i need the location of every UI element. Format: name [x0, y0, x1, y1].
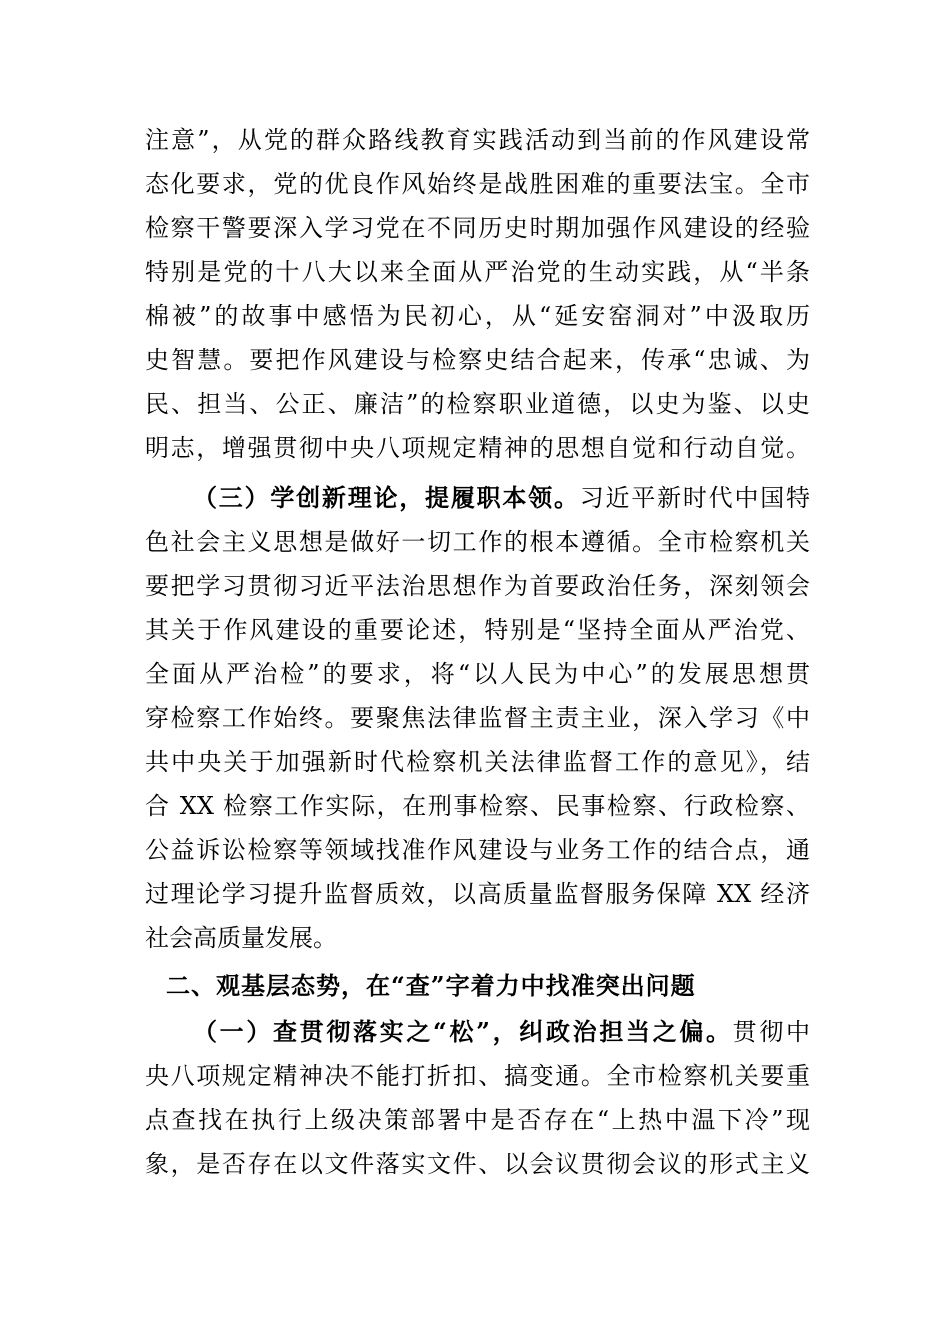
text-line: 史智慧。要把作风建设与检察史结合起来，传承“忠诚、为: [145, 346, 810, 374]
text-line: 全面从严治检”的要求，将“以人民为中心”的发展思想贯: [145, 660, 810, 688]
text-line: 其关于作风建设的重要论述，特别是“坚持全面从严治党、: [145, 616, 810, 644]
section-lead-rest: 习近平新时代中国特: [579, 484, 811, 512]
text-line: 态化要求，党的优良作风始终是战胜困难的重要法宝。全市: [145, 170, 810, 198]
paragraph-first-line: [193, 1012, 810, 1052]
text-line: 检察干警要深入学习党在不同历史时期加强作风建设的经验: [145, 214, 810, 242]
text-line: 共中央关于加强新时代检察机关法律监督工作的意见》，结: [145, 748, 810, 776]
text-line: 注意”，从党的群众路线教育实践活动到当前的作风建设常: [145, 126, 810, 154]
text-line: 社会高质量发展。: [145, 924, 337, 952]
section-lead: （一）查贯彻落实之“松”，纠政治担当之偏。: [193, 1017, 733, 1046]
text-line: 要把学习贯彻习近平法治思想作为首要政治任务，深刻领会: [145, 572, 810, 600]
text-line: 央八项规定精神决不能打折扣、搞变通。全市检察机关要重: [145, 1062, 810, 1090]
section-lead: （三）学创新理论，提履职本领。: [193, 483, 580, 512]
text-line: 明志，增强贯彻中央八项规定精神的思想自觉和行动自觉。: [145, 434, 810, 462]
text-line: 点查找在执行上级决策部署中是否存在“上热中温下冷”现: [145, 1106, 810, 1134]
text-line: 公益诉讼检察等领域找准作风建设与业务工作的结合点，通: [145, 836, 810, 864]
text-line: 色社会主义思想是做好一切工作的根本遵循。全市检察机关: [145, 528, 810, 556]
paragraph-first-line: [193, 478, 810, 518]
text-line: 棉被”的故事中感悟为民初心，从“延安窑洞对”中汲取历: [145, 302, 810, 330]
section-lead-rest: 贯彻中: [732, 1018, 811, 1046]
text-line: 过理论学习提升监督质效，以高质量监督服务保障 XX 经济: [145, 880, 810, 908]
section-heading: 二、观基层态势，在“查”字着力中找准突出问题: [166, 971, 696, 1000]
text-line: 民、担当、公正、廉洁”的检察职业道德，以史为鉴、以史: [145, 390, 810, 418]
text-line: 穿检察工作始终。要聚焦法律监督主责主业，深入学习《中: [145, 704, 810, 732]
text-line: 合 XX 检察工作实际，在刑事检察、民事检察、行政检察、: [145, 792, 810, 820]
text-line: 象，是否存在以文件落实文件、以会议贯彻会议的形式主义: [145, 1150, 810, 1178]
text-line: 特别是党的十八大以来全面从严治党的生动实践，从“半条: [145, 258, 810, 286]
